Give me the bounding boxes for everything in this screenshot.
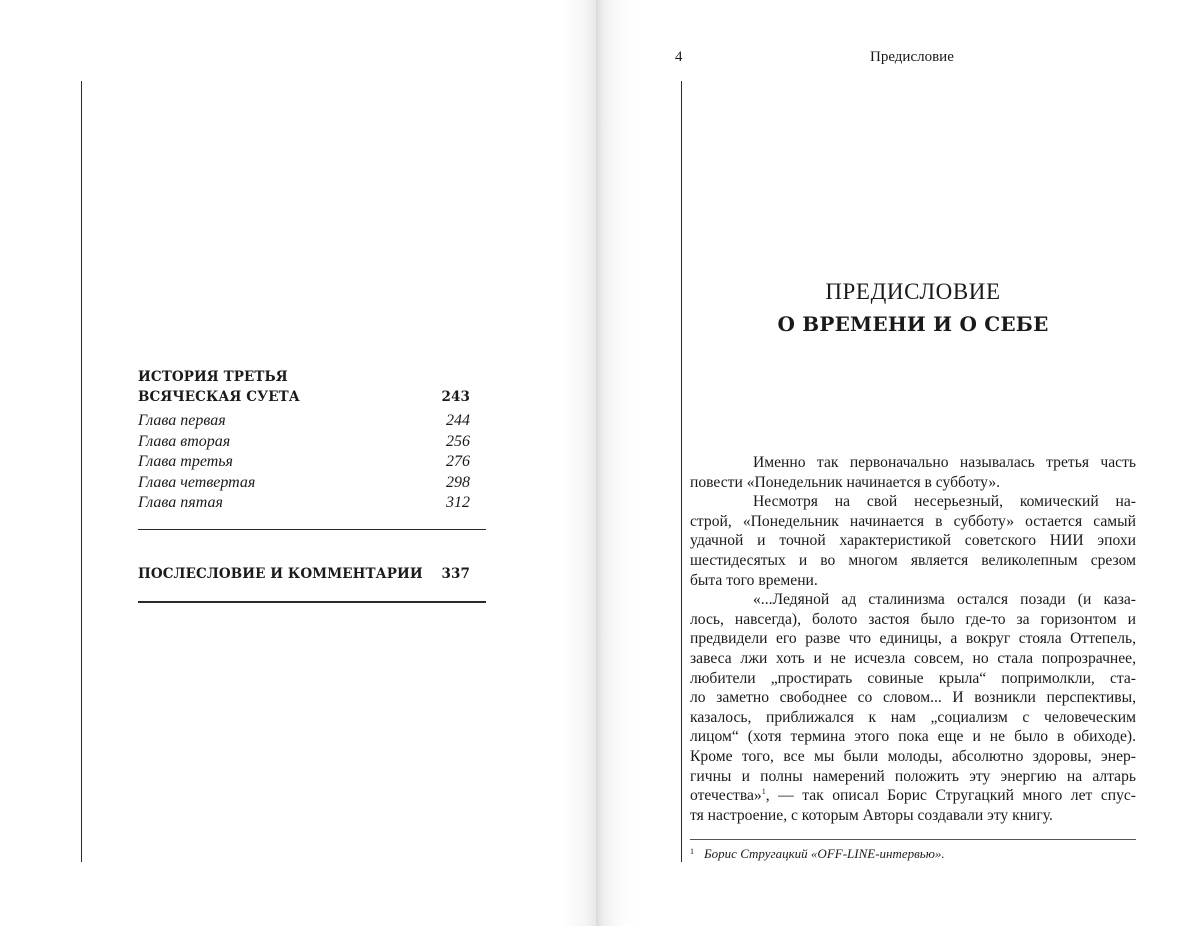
toc-part-page: 243 [441, 389, 470, 405]
table-of-contents [138, 367, 486, 514]
text-line: быта того времени. [690, 571, 818, 589]
toc-part-row [138, 387, 470, 407]
text-line: тя настроение, с которым Авторы создавали эту книгу. [690, 806, 1053, 824]
body-text [690, 453, 1136, 825]
toc-chapter-row [138, 493, 470, 514]
chapter-subheading: О ВРЕМЕНИ И О СЕБЕ [777, 312, 1049, 336]
running-head-title: Предисловие [870, 49, 954, 65]
text-line: повести «Понедельник начинается в субботу». [690, 473, 1001, 491]
toc-chapter-row [138, 452, 470, 473]
toc-chapter-title: Глава вторая [138, 432, 231, 450]
footnote-marker: 1 [690, 847, 694, 856]
text-line: ло заметно свободнее со словом... И возникли перспективы, [690, 689, 1136, 707]
toc-chapter-row [138, 411, 470, 432]
spine-shadow [560, 0, 596, 926]
toc-afterword-title: ПОСЛЕСЛОВИЕ И КОММЕНТАРИИ [138, 566, 423, 582]
toc-chapter-title: Глава первая [138, 412, 226, 429]
footnote-text: Борис Стругацкий «OFF-LINE-интервью». [704, 846, 945, 861]
toc-afterword-page: 337 [441, 566, 470, 582]
toc-divider-thin [138, 529, 486, 530]
text-fragment: , — так описал Борис Стругацкий много лет спус- [765, 787, 1136, 805]
text-line: Несмотря на свой несерьезный, комический на- [753, 493, 1136, 511]
toc-chapter-row [138, 432, 470, 453]
toc-chapter-title: Глава пятая [138, 494, 223, 512]
chapter-heading: ПРЕДИСЛОВИЕ [825, 279, 1001, 304]
text-line: строй, «Понедельник начинается в субботу» остается самый [690, 512, 1136, 530]
left-page [0, 0, 596, 926]
text-line: шестидесятых и во многом является великолепным срезом [690, 551, 1136, 569]
toc-divider-thick [138, 601, 486, 603]
text-line: завеса лжи хоть и не исчезла совсем, но стала попрозрачнее, [690, 649, 1136, 667]
footnote [690, 846, 945, 862]
text-line: удачной и точной характеристикой советского НИИ эпохи [690, 532, 1136, 550]
toc-chapter-page: 298 [446, 473, 470, 491]
text-line: Именно так первоначально называлась третья часть [753, 454, 1136, 471]
toc-chapter-title: Глава третья [138, 453, 233, 471]
toc-chapter-title: Глава четвертая [138, 473, 256, 491]
toc-chapter-page: 244 [446, 412, 470, 429]
page-number: 4 [675, 49, 683, 65]
toc-part-subtitle: ВСЯЧЕСКАЯ СУЕТА [138, 389, 300, 405]
text-line [690, 786, 1136, 806]
toc-chapter-row [138, 473, 470, 494]
toc-chapter-page: 256 [446, 432, 470, 450]
footnote-reference: 1 [761, 787, 766, 797]
text-line: предвидели его разве что единицы, а вокруг стояла Оттепель, [690, 630, 1136, 648]
left-margin-rule [81, 81, 82, 862]
toc-part-title: ИСТОРИЯ ТРЕТЬЯ [138, 369, 288, 385]
text-line: лицом“ (хотя термина этого пока еще и не было в обиходе). [690, 728, 1136, 746]
footnote-rule [690, 839, 1136, 840]
text-line: гичны и полны намерений положить эту энергию на алтарь [690, 767, 1136, 785]
text-line: «...Ледяной ад сталинизма остался позади (и каза- [753, 591, 1136, 609]
right-margin-rule [681, 81, 682, 862]
toc-chapter-page: 276 [446, 453, 470, 471]
text-line: любители „простирать совиные крыла“ попримолкли, ста- [690, 669, 1136, 687]
text-line: лось, навсегда), болото застоя было где-то за горизонтом и [690, 610, 1136, 628]
text-line: казалось, приближался к нам „социализм с человеческим [690, 708, 1136, 726]
text-fragment: отечества» [690, 787, 762, 805]
toc-afterword-row [138, 564, 470, 584]
text-line: Кроме того, все мы были молоды, абсолютно здоровы, энер- [690, 747, 1136, 765]
toc-chapter-page: 312 [446, 494, 470, 512]
